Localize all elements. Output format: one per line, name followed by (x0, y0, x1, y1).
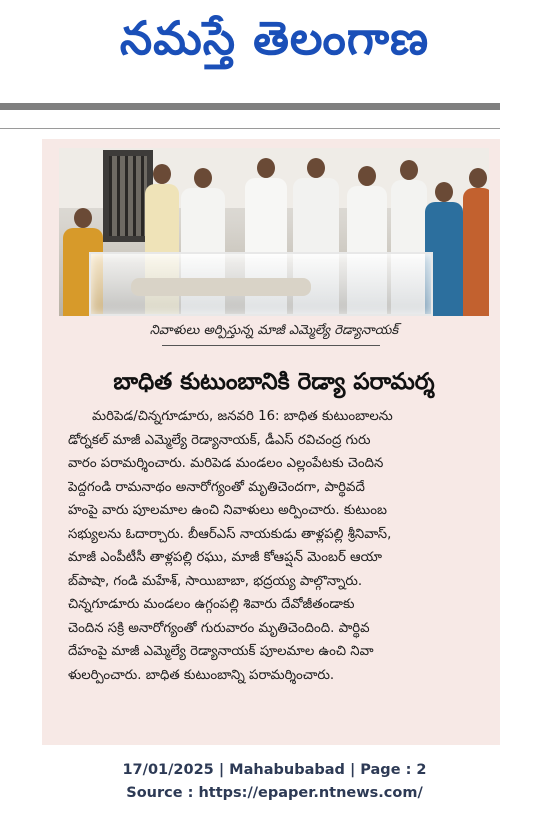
caption-underline (162, 345, 380, 346)
glass-freezer-box (89, 252, 433, 316)
body-line: చిన్నగూడూరు మండలం ఉగ్గంపల్లి శివారు దేవోజీతండాకు (68, 597, 355, 612)
article-body (68, 405, 488, 687)
body-line: బ్‌పాషా, గండి మహేశ్, సాయిబాబా, భద్రయ్య పాల్గొన్నారు. (68, 573, 363, 589)
masthead (0, 0, 549, 80)
masthead-divider-thick (0, 103, 500, 110)
newspaper-title: నమస్తే తెలంగాణ (119, 11, 430, 65)
photo-caption: నివాళులు అర్పిస్తున్న మాజీ ఎమ్మెల్యే రెడ్యానాయక్ (149, 323, 399, 338)
body-line: సభ్యులను ఓదార్చారు. బీఆర్ఎస్ నాయకుడు తాళ్లపల్లి శ్రీనివాస్, (68, 526, 392, 542)
article-photo (59, 148, 489, 316)
body-line: మరిపెడ/చిన్నగూడూరు, జనవరి 16: బాధిత కుటుంబాలను (92, 409, 393, 424)
body-line: దేహంపై మాజీ ఎమ్మెల్యే రెడ్యానాయక్ పూలమాల ఉంచి నివా (68, 644, 374, 659)
body-line: హంపై వారు పూలమాల ఉంచి నివాళులు అర్పించారు. కుటుంబ (68, 503, 387, 518)
body-line: వారం పరామర్శించారు. మరిపెడ మండలం ఎల్లంపేటకు చెందిన (68, 456, 384, 471)
article-clipping (42, 139, 500, 745)
article-headline: బాధిత కుటుంబానికి రెడ్యా పరామర్శ (113, 369, 435, 395)
body-line: చెందిన సక్రి అనారోగ్యంతో గురువారం మృతిచెందింది. పార్థివ (68, 620, 370, 636)
body-line: పెద్దగండి రామనాథం అనారోగ్యంతో మృతిచెందగా, పార్థివదే (68, 479, 365, 495)
photo-person (463, 188, 489, 316)
footer-source-url: Source : https://epaper.ntnews.com/ (126, 785, 423, 801)
footer-date-edition-page: 17/01/2025 | Mahabubabad | Page : 2 (122, 762, 427, 778)
body-line: మాజీ ఎంపీటీసీ తాళ్లపల్లి రఘు, మాజీ కోఆప్షన్ మెంబర్ ఆయా (68, 550, 383, 565)
body-line: డోర్నకల్ మాజీ ఎమ్మెల్యే రెడ్యానాయక్, డీఎస్ రవిచంద్ర గురు (68, 432, 371, 448)
masthead-divider-thin (0, 128, 500, 129)
body-line: ళులర్పించారు. బాధిత కుటుంబాన్ని పరామర్శించారు. (68, 667, 335, 683)
